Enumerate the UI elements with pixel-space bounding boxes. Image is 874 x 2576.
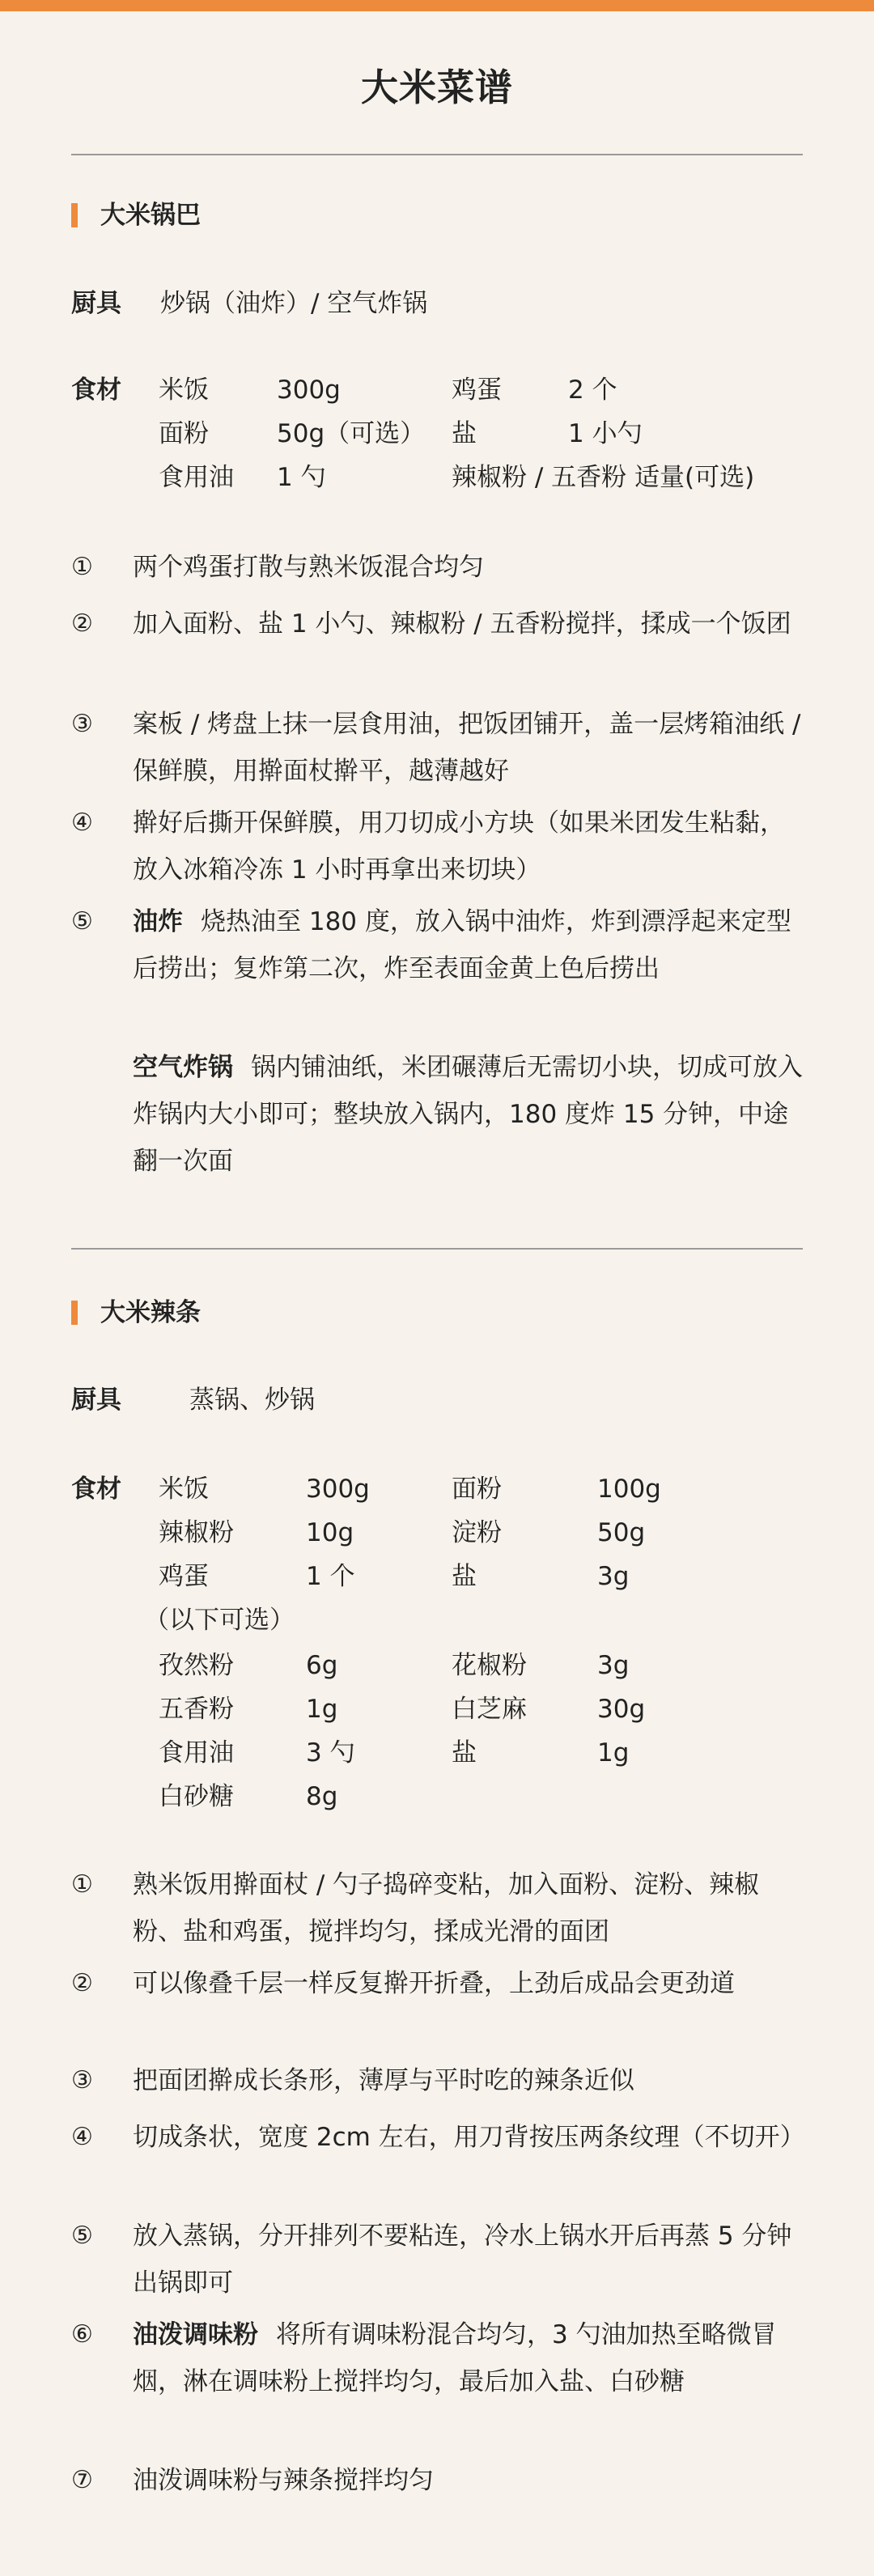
recipe-1-name: 大米锅巴 <box>100 201 201 230</box>
ingredient-name: 五香粉 <box>159 1695 234 1724</box>
step-number: ② <box>71 1969 93 1997</box>
step-number: ④ <box>71 808 93 837</box>
ingredient-name: 米饭 <box>159 1475 209 1504</box>
ingredient-amount: 2 个 <box>568 376 617 405</box>
ingredient-name: 鸡蛋 <box>159 1562 209 1591</box>
recipe-1-tools-row <box>71 287 121 320</box>
recipe-2-tools: 蒸锅、炒锅 <box>189 1386 315 1415</box>
step-number: ③ <box>71 710 93 738</box>
step-number: ④ <box>71 2123 93 2151</box>
step-content: 把面团擀成长条形，薄厚与平时吃的辣条近似 <box>133 2066 634 2095</box>
ingredient-amount: 50g <box>597 1518 646 1547</box>
ingredient-name: 鸡蛋 <box>452 376 502 405</box>
ingredient-name: 食用油 <box>159 1738 234 1768</box>
ingredient-amount: 1g <box>597 1738 630 1768</box>
ingredient-name: 孜然粉 <box>159 1651 234 1680</box>
ingredient-amount: 300g <box>306 1475 370 1504</box>
ingredient-amount: 1 个 <box>306 1562 355 1591</box>
ingredient-name: 食用油 <box>159 463 234 492</box>
step-text <box>133 2311 803 2405</box>
ingredient-amount: 1 勺 <box>277 463 326 492</box>
recipe-1-tools: 炒锅（油炸）/ 空气炸锅 <box>160 289 428 318</box>
ingredient-amount: 8g <box>306 1782 338 1811</box>
step-content: 烧热油至 180 度，放入锅中油炸，炸到漂浮起来定型后捞出；复炸第二次，炸至表面金黄上色后捞出 <box>133 907 791 983</box>
step-text <box>133 701 803 795</box>
tools-label: 厨具 <box>71 289 121 318</box>
step-text <box>133 1044 803 1185</box>
step-method-label: 油泼调味粉 <box>133 2320 258 2349</box>
ingredient-name: 盐 <box>452 419 477 448</box>
step-number: ③ <box>71 2066 93 2094</box>
ingredient-name: 辣椒粉 / 五香粉 适量(可选) <box>452 463 755 492</box>
step-number: ① <box>71 553 93 581</box>
ingredient-amount: 10g <box>306 1518 354 1547</box>
step-content: 锅内铺油纸，米团碾薄后无需切小块，切成可放入炸锅内大小即可；整块放入锅内，180 度炸 15 分钟，中途翻一次面 <box>133 1053 803 1176</box>
tools-label: 厨具 <box>71 1386 121 1415</box>
ingredient-amount: 3 勺 <box>306 1738 355 1768</box>
ingredient-amount: 3g <box>597 1651 630 1680</box>
ingredients-label: 食材 <box>71 376 121 405</box>
ingredient-name: 米饭 <box>159 376 209 405</box>
ingredient-name: 白砂糖 <box>159 1782 234 1811</box>
step-content: 案板 / 烤盘上抹一层食用油，把饭团铺开，盖一层烤箱油纸 / 保鲜膜，用擀面杖擀平，越薄越好 <box>133 710 801 786</box>
step-number: ② <box>71 609 93 638</box>
ingredient-amount: 1 小勺 <box>568 419 643 448</box>
ingredient-amount: 300g <box>277 376 341 405</box>
ingredient-name: 面粉 <box>159 419 209 448</box>
ingredient-name: 花椒粉 <box>452 1651 527 1680</box>
recipe-1-title <box>71 199 201 231</box>
step-text <box>133 544 803 591</box>
step-content: 加入面粉、盐 1 小勺、辣椒粉 / 五香粉搅拌，揉成一个饭团 <box>133 609 791 639</box>
recipe-2-name: 大米辣条 <box>100 1298 201 1327</box>
recipe-2-title <box>71 1296 201 1329</box>
step-number: ⑤ <box>71 2222 93 2250</box>
ingredient-amount: 3g <box>597 1562 630 1591</box>
step-content: 油泼调味粉与辣条搅拌均匀 <box>133 2466 434 2495</box>
section-marker <box>71 1301 78 1325</box>
ingredient-name: 辣椒粉 <box>159 1518 234 1547</box>
ingredient-name: 盐 <box>452 1738 477 1768</box>
step-content: 熟米饭用擀面杖 / 勺子捣碎变粘，加入面粉、淀粉、辣椒粉、盐和鸡蛋，搅拌均匀，揉成光滑的面团 <box>133 1870 760 1946</box>
step-text <box>133 800 803 893</box>
divider <box>71 154 803 155</box>
step-number: ⑥ <box>71 2320 93 2349</box>
section-marker <box>71 203 78 227</box>
step-text <box>133 1861 803 1955</box>
ingredient-amount: 50g（可选） <box>277 419 426 448</box>
step-number: ⑦ <box>71 2466 93 2494</box>
step-text <box>133 1960 803 2007</box>
ingredient-amount: 30g <box>597 1695 646 1724</box>
ingredient-amount: 1g <box>306 1695 338 1724</box>
ingredient-amount: 100g <box>597 1475 661 1504</box>
step-content: 放入蒸锅，分开排列不要粘连，冷水上锅水开后再蒸 5 分钟出锅即可 <box>133 2222 792 2298</box>
step-method-label: 空气炸锅 <box>133 1053 233 1082</box>
step-number: ① <box>71 1870 93 1899</box>
optional-label: （以下可选） <box>144 1606 295 1635</box>
step-content: 两个鸡蛋打散与熟米饭混合均匀 <box>133 553 484 582</box>
ingredient-name: 白芝麻 <box>452 1695 527 1724</box>
step-text <box>133 2213 803 2307</box>
step-content: 可以像叠千层一样反复擀开折叠，上劲后成品会更劲道 <box>133 1969 735 1998</box>
page-title: 大米菜谱 <box>361 66 513 109</box>
step-text <box>133 2457 803 2504</box>
step-text <box>133 2114 803 2161</box>
ingredient-name: 盐 <box>452 1562 477 1591</box>
step-text <box>133 601 803 647</box>
ingredient-amount: 6g <box>306 1651 338 1680</box>
step-content: 切成条状，宽度 2cm 左右，用刀背按压两条纹理（不切开） <box>133 2123 805 2152</box>
step-number: ⑤ <box>71 907 93 936</box>
step-content: 擀好后撕开保鲜膜，用刀切成小方块（如果米团发生粘黏，放入冰箱冷冻 1 小时再拿出来切块） <box>133 808 785 885</box>
top-accent-bar <box>0 0 874 11</box>
step-content: 将所有调味粉混合均匀，3 勺油加热至略微冒烟，淋在调味粉上搅拌均匀，最后加入盐、白砂糖 <box>133 2320 777 2396</box>
step-text <box>133 2057 803 2104</box>
ingredient-name: 面粉 <box>452 1475 502 1504</box>
ingredient-name: 淀粉 <box>452 1518 502 1547</box>
step-method-label: 油炸 <box>133 907 183 936</box>
step-text <box>133 898 803 992</box>
divider <box>71 1248 803 1250</box>
ingredients-label: 食材 <box>71 1475 121 1504</box>
